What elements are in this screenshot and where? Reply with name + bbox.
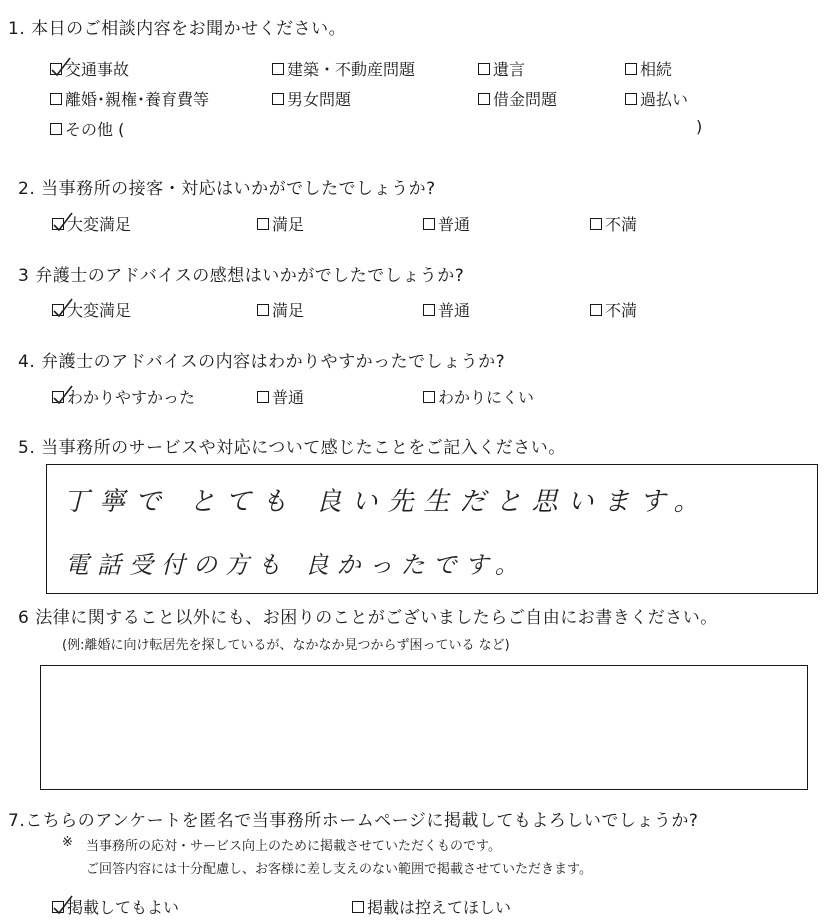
q2-option-normal[interactable] <box>423 212 470 235</box>
checkmark-icon <box>48 54 74 80</box>
q2-option-very-satisfied[interactable] <box>52 212 131 235</box>
q2-option-satisfied[interactable] <box>257 212 304 235</box>
option-overpayment[interactable] <box>625 87 688 110</box>
option-label: 大変満足 <box>67 215 132 234</box>
option-label: 大変満足 <box>67 301 132 320</box>
option-traffic-accident[interactable] <box>50 57 129 80</box>
checkbox[interactable] <box>257 391 269 403</box>
option-label: 相続 <box>640 60 673 79</box>
checkbox[interactable] <box>423 304 435 316</box>
question-5: 5. 当事務所のサービスや対応について感じたことをご記入ください。 <box>18 438 566 458</box>
option-label: 普通 <box>438 301 471 320</box>
other-close-paren: ) <box>696 117 703 136</box>
checkbox[interactable] <box>52 218 64 230</box>
checkbox[interactable] <box>272 63 284 75</box>
q7-note-mark: ※ <box>62 835 73 850</box>
option-label: 男女問題 <box>287 90 352 109</box>
checkbox[interactable] <box>625 93 637 105</box>
option-construction-realestate[interactable] <box>272 57 415 80</box>
q4-option-normal[interactable] <box>257 385 304 408</box>
q3-option-satisfied[interactable] <box>257 298 304 321</box>
option-label: 掲載してもよい <box>67 898 180 917</box>
option-label: 借金問題 <box>493 90 558 109</box>
checkbox[interactable] <box>272 93 284 105</box>
checkbox[interactable] <box>590 304 602 316</box>
q3-option-dissatisfied[interactable] <box>590 298 637 321</box>
option-label: 満足 <box>272 301 305 320</box>
option-divorce[interactable] <box>50 87 209 110</box>
option-label: 離婚･親権･養育費等 <box>65 90 210 109</box>
checkbox[interactable] <box>478 63 490 75</box>
checkbox[interactable] <box>257 304 269 316</box>
checkbox[interactable] <box>478 93 490 105</box>
checkmark-icon <box>50 209 76 235</box>
checkmark-icon <box>50 382 76 408</box>
q5-answer-box[interactable] <box>46 464 818 594</box>
q7-note-2: ご回答内容には十分配慮し、お客様に差し支えのない範囲で掲載させていただきます。 <box>86 862 592 877</box>
question-1: 1. 本日のご相談内容をお聞かせください。 <box>8 19 347 39</box>
checkbox[interactable] <box>52 901 64 913</box>
checkbox[interactable] <box>423 391 435 403</box>
option-label: 掲載は控えてほしい <box>367 898 512 917</box>
option-label: 建築・不動産問題 <box>287 60 416 79</box>
option-label: 普通 <box>272 388 305 407</box>
q6-answer-box[interactable] <box>40 665 808 790</box>
checkbox[interactable] <box>352 901 364 913</box>
checkbox[interactable] <box>590 218 602 230</box>
checkbox[interactable] <box>50 93 62 105</box>
q2-option-dissatisfied[interactable] <box>590 212 637 235</box>
checkbox[interactable] <box>625 63 637 75</box>
checkbox[interactable] <box>50 123 62 135</box>
question-2: 2. 当事務所の接客・対応はいかがでしたでしょうか? <box>18 179 436 199</box>
option-label: わかりにくい <box>438 388 535 407</box>
option-label: 過払い <box>640 90 689 109</box>
q4-option-easy[interactable] <box>52 385 195 408</box>
handwritten-answer-line-1: 丁寧で とても 良い先生だと思います。 <box>63 487 710 517</box>
q7-option-decline[interactable] <box>352 895 511 918</box>
option-relationship[interactable] <box>272 87 351 110</box>
option-will[interactable] <box>478 57 525 80</box>
question-7: 7.こちらのアンケートを匿名で当事務所ホームページに掲載してもよろしいでしょうか? <box>8 811 699 831</box>
handwritten-answer-line-2: 電話受付の方も 良かったです。 <box>65 551 527 579</box>
checkmark-icon <box>50 892 76 918</box>
q3-option-very-satisfied[interactable] <box>52 298 131 321</box>
question-6: 6 法律に関すること以外にも、お困りのことがございましたらご自由にお書きください。 <box>18 608 718 628</box>
option-label: 満足 <box>272 215 305 234</box>
q7-option-ok[interactable] <box>52 895 179 918</box>
checkbox[interactable] <box>423 218 435 230</box>
question-4: 4. 弁護士のアドバイスの内容はわかりやすかったでしょうか? <box>18 352 506 372</box>
q4-option-hard[interactable] <box>423 385 534 408</box>
checkbox[interactable] <box>50 63 62 75</box>
option-label: 不満 <box>605 301 638 320</box>
option-label: 不満 <box>605 215 638 234</box>
question-3: 3 弁護士のアドバイスの感想はいかがでしたでしょうか? <box>18 266 465 286</box>
option-label: 普通 <box>438 215 471 234</box>
checkbox[interactable] <box>257 218 269 230</box>
option-debt[interactable] <box>478 87 557 110</box>
option-other[interactable] <box>50 117 124 140</box>
option-inheritance[interactable] <box>625 57 672 80</box>
option-label: その他 ( <box>65 120 125 139</box>
checkmark-icon <box>50 295 76 321</box>
option-label: わかりやすかった <box>67 388 196 407</box>
q3-option-normal[interactable] <box>423 298 470 321</box>
option-label: 交通事故 <box>65 60 130 79</box>
checkbox[interactable] <box>52 391 64 403</box>
q6-example: (例:離婚に向け転居先を探しているが、なかなか見つからず困っている など) <box>62 638 510 653</box>
checkbox[interactable] <box>52 304 64 316</box>
q7-note-1: 当事務所の応対・サービス向上のために掲載させていただくものです。 <box>86 839 501 854</box>
option-label: 遺言 <box>493 60 526 79</box>
